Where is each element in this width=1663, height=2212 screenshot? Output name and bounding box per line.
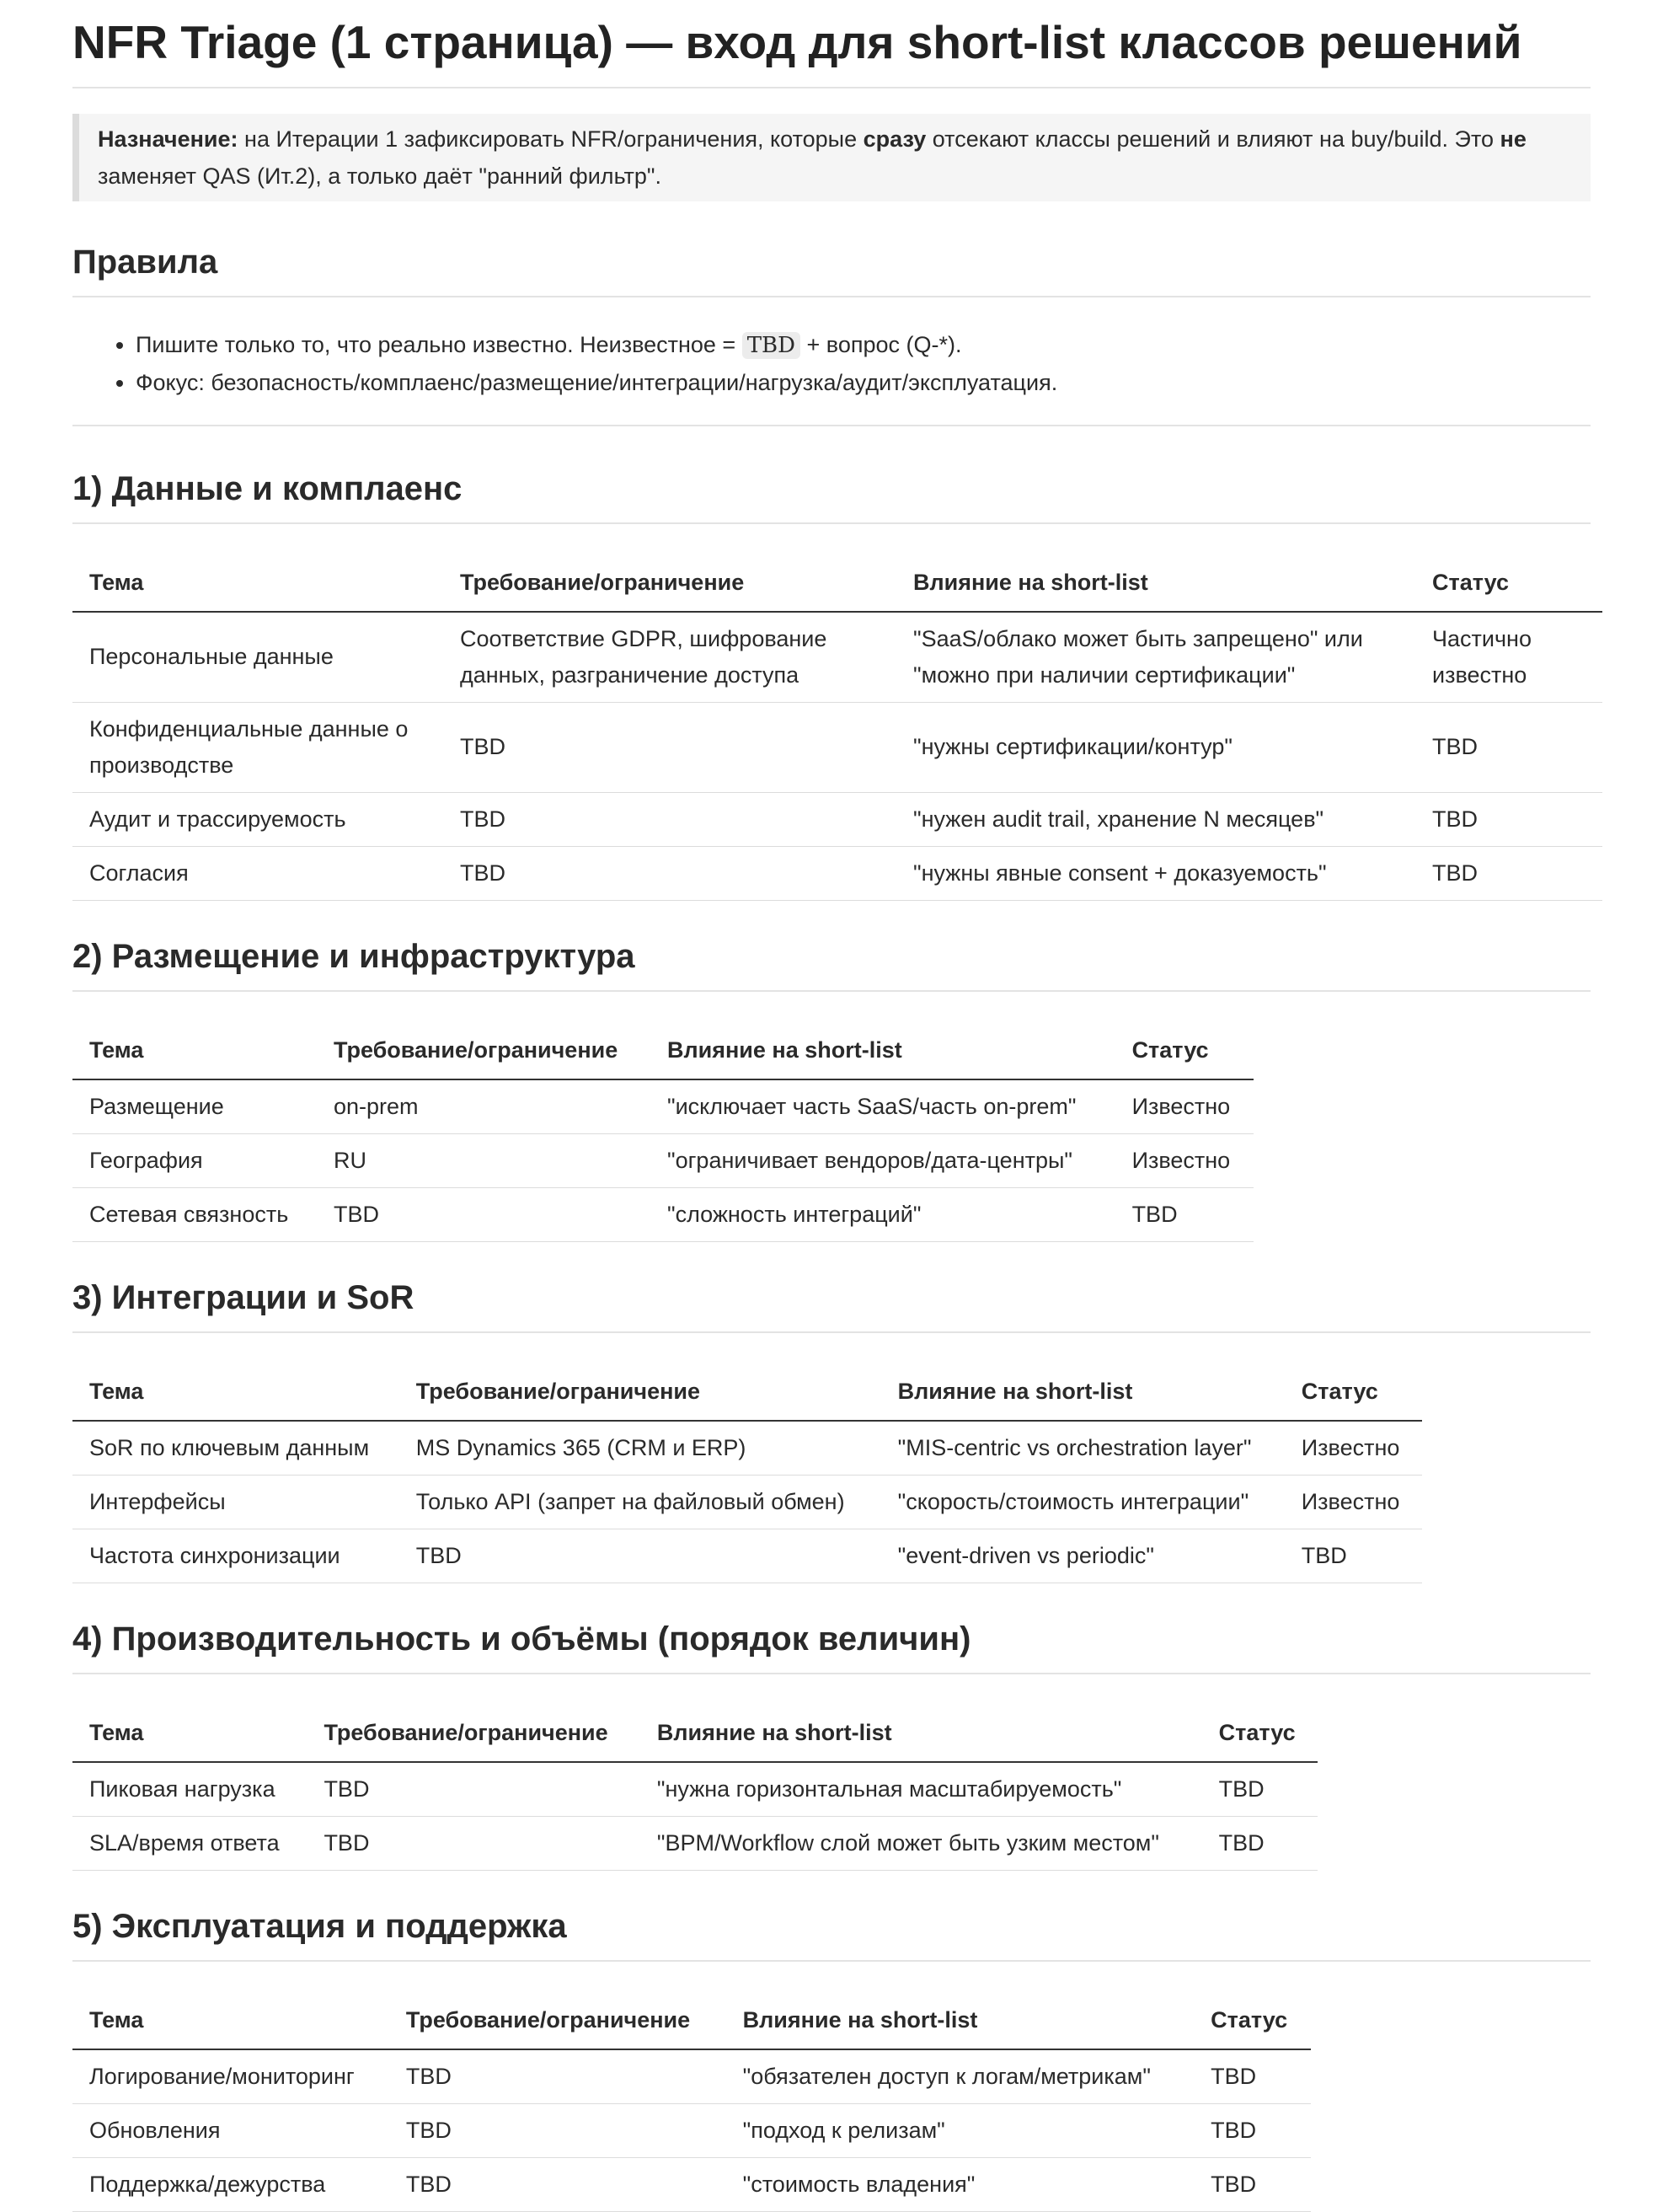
cell-topic: Интерфейсы [72, 1475, 399, 1529]
nfr-table [72, 1705, 1318, 1871]
col-header-status: Статус [1194, 1992, 1311, 2049]
purpose-text-c: заменяет QAS (Ит.2), а только даёт "ранний фильтр". [98, 163, 661, 189]
cell-requirement: TBD [443, 846, 896, 900]
nfr-table [72, 554, 1602, 901]
table-row [72, 1762, 1318, 1817]
cell-status: TBD [1415, 792, 1602, 846]
nfr-table [72, 1992, 1311, 2212]
cell-topic: Обновления [72, 2103, 389, 2157]
col-header-impact: Влияние на short-list [881, 1363, 1285, 1421]
col-header-status: Статус [1415, 554, 1602, 612]
cell-requirement: TBD [443, 702, 896, 792]
cell-status: Известно [1115, 1133, 1254, 1187]
cell-status: TBD [1202, 1762, 1318, 1817]
cell-requirement: on-prem [317, 1079, 650, 1134]
cell-impact: "BPM/Workflow слой может быть узким местом" [640, 1816, 1202, 1870]
col-header-impact: Влияние на short-list [726, 1992, 1195, 2049]
page-title: NFR Triage (1 страница) — вход для short-list классов решений [72, 10, 1591, 88]
cell-status: TBD [1415, 702, 1602, 792]
table-row [72, 1421, 1422, 1476]
cell-impact: "event-driven vs periodic" [881, 1529, 1285, 1583]
cell-requirement: TBD [307, 1762, 639, 1817]
purpose-bold-b: не [1500, 126, 1527, 152]
cell-status: TBD [1415, 846, 1602, 900]
cell-requirement: TBD [389, 2049, 726, 2104]
col-header-status: Статус [1285, 1363, 1422, 1421]
table-row [72, 702, 1602, 792]
table-row [72, 1475, 1422, 1529]
table-row [72, 1529, 1422, 1583]
col-header-requirement: Требование/ограничение [443, 554, 896, 612]
cell-status: Известно [1115, 1079, 1254, 1134]
cell-requirement: TBD [389, 2157, 726, 2211]
cell-impact: "нужна горизонтальная масштабируемость" [640, 1762, 1202, 1817]
section-heading: 1) Данные и комплаенс [72, 467, 1591, 524]
purpose-text-b: отсекают классы решений и влияют на buy/build. Это [926, 126, 1500, 152]
col-header-requirement: Требование/ограничение [317, 1022, 650, 1079]
cell-topic: SoR по ключевым данным [72, 1421, 399, 1476]
cell-status: TBD [1115, 1187, 1254, 1241]
table-row [72, 2157, 1311, 2211]
cell-impact: "сложность интеграций" [650, 1187, 1115, 1241]
table-row [72, 1079, 1254, 1134]
cell-impact: "подход к релизам" [726, 2103, 1195, 2157]
nfr-table [72, 1363, 1422, 1583]
col-header-requirement: Требование/ограничение [307, 1705, 639, 1762]
table-row [72, 2103, 1311, 2157]
col-header-impact: Влияние на short-list [640, 1705, 1202, 1762]
cell-topic: Размещение [72, 1079, 317, 1134]
col-header-requirement: Требование/ограничение [399, 1363, 881, 1421]
rules-list [72, 326, 1591, 401]
section-heading: 3) Интеграции и SoR [72, 1276, 1591, 1333]
col-header-topic: Тема [72, 554, 443, 612]
cell-requirement: TBD [399, 1529, 881, 1583]
col-header-status: Статус [1202, 1705, 1318, 1762]
col-header-topic: Тема [72, 1705, 307, 1762]
cell-impact: "ограничивает вендоров/дата-центры" [650, 1133, 1115, 1187]
cell-topic: География [72, 1133, 317, 1187]
cell-requirement: TBD [389, 2103, 726, 2157]
section-heading: 2) Размещение и инфраструктура [72, 935, 1591, 992]
cell-topic: Пиковая нагрузка [72, 1762, 307, 1817]
cell-impact: "нужен audit trail, хранение N месяцев" [896, 792, 1415, 846]
section-heading: 5) Эксплуатация и поддержка [72, 1904, 1591, 1962]
cell-status: TBD [1194, 2157, 1311, 2211]
col-header-status: Статус [1115, 1022, 1254, 1079]
cell-status: Частично известно [1415, 612, 1602, 703]
tbd-code: TBD [742, 332, 800, 359]
cell-impact: "нужны сертификации/контур" [896, 702, 1415, 792]
cell-topic: Согласия [72, 846, 443, 900]
cell-topic: Поддержка/дежурства [72, 2157, 389, 2211]
purpose-text-a: на Итерации 1 зафиксировать NFR/ограничения, которые [238, 126, 864, 152]
cell-status: TBD [1194, 2103, 1311, 2157]
cell-impact: "MIS-centric vs orchestration layer" [881, 1421, 1285, 1476]
nfr-table [72, 1022, 1254, 1242]
rules-item-text: Пишите только то, что реально известно. Неизвестное = [136, 331, 742, 357]
table-header-row [72, 1363, 1422, 1421]
section-heading: 4) Производительность и объёмы (порядок величин) [72, 1617, 1591, 1674]
cell-requirement: TBD [317, 1187, 650, 1241]
rules-item-text: + вопрос (Q-*). [800, 331, 962, 357]
table-row [72, 1133, 1254, 1187]
cell-status: TBD [1202, 1816, 1318, 1870]
table-row [72, 846, 1602, 900]
cell-topic: Сетевая связность [72, 1187, 317, 1241]
cell-requirement: Соответствие GDPR, шифрование данных, разграничение доступа [443, 612, 896, 703]
cell-requirement: RU [317, 1133, 650, 1187]
col-header-impact: Влияние на short-list [650, 1022, 1115, 1079]
cell-topic: Логирование/мониторинг [72, 2049, 389, 2104]
cell-requirement: TBD [307, 1816, 639, 1870]
cell-impact: "обязателен доступ к логам/метрикам" [726, 2049, 1195, 2104]
col-header-requirement: Требование/ограничение [389, 1992, 726, 2049]
cell-impact: "исключает часть SaaS/часть on-prem" [650, 1079, 1115, 1134]
col-header-topic: Тема [72, 1992, 389, 2049]
purpose-label: Назначение: [98, 126, 238, 152]
cell-status: TBD [1194, 2049, 1311, 2104]
cell-status: Известно [1285, 1421, 1422, 1476]
purpose-callout [72, 114, 1591, 201]
divider [72, 425, 1591, 426]
cell-topic: SLA/время ответа [72, 1816, 307, 1870]
cell-topic: Частота синхронизации [72, 1529, 399, 1583]
rules-item: • Фокус: безопасность/комплаенс/размещение/интеграции/нагрузка/аудит/эксплуатация. [136, 364, 1591, 401]
cell-topic: Конфиденциальные данные о производстве [72, 702, 443, 792]
table-row [72, 2049, 1311, 2104]
table-row [72, 612, 1602, 703]
purpose-bold-a: сразу [863, 126, 927, 152]
table-row [72, 1816, 1318, 1870]
cell-requirement: TBD [443, 792, 896, 846]
cell-impact: "скорость/стоимость интеграции" [881, 1475, 1285, 1529]
cell-impact: "SaaS/облако может быть запрещено" или "можно при наличии сертификации" [896, 612, 1415, 703]
table-header-row [72, 1992, 1311, 2049]
col-header-impact: Влияние на short-list [896, 554, 1415, 612]
cell-impact: "нужны явные consent + доказуемость" [896, 846, 1415, 900]
table-row [72, 1187, 1254, 1241]
cell-requirement: MS Dynamics 365 (CRM и ERP) [399, 1421, 881, 1476]
table-row [72, 792, 1602, 846]
cell-status: TBD [1285, 1529, 1422, 1583]
cell-requirement: Только API (запрет на файловый обмен) [399, 1475, 881, 1529]
col-header-topic: Тема [72, 1022, 317, 1079]
col-header-topic: Тема [72, 1363, 399, 1421]
rules-heading: Правила [72, 240, 1591, 297]
table-header-row [72, 554, 1602, 612]
cell-impact: "стоимость владения" [726, 2157, 1195, 2211]
rules-item [136, 326, 1591, 364]
cell-status: Известно [1285, 1475, 1422, 1529]
table-header-row [72, 1022, 1254, 1079]
cell-topic: Персональные данные [72, 612, 443, 703]
cell-topic: Аудит и трассируемость [72, 792, 443, 846]
table-header-row [72, 1705, 1318, 1762]
